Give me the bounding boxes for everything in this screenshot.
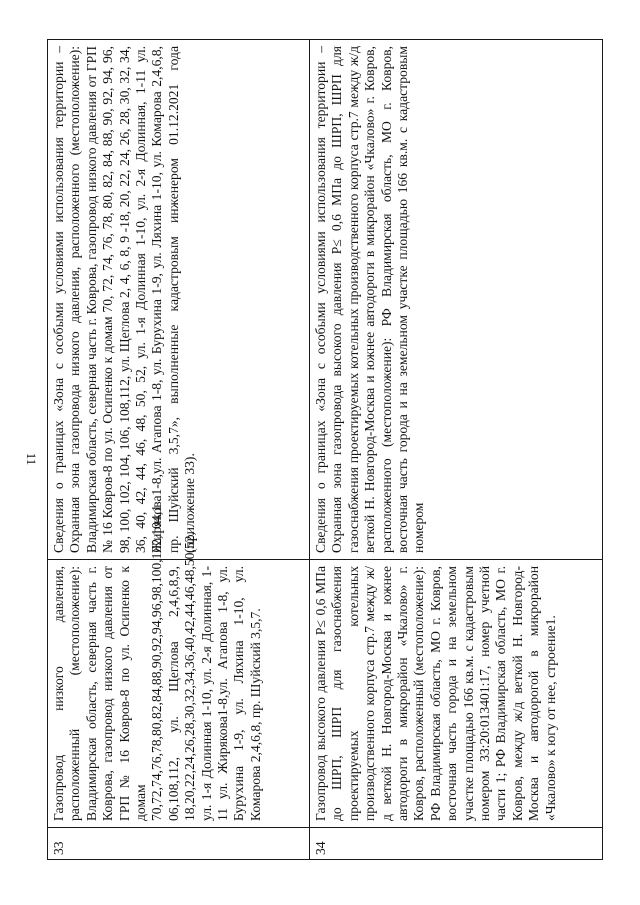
object-description: Газопровод высокого давления Р≤ 0,6 МПа до ШРП, ШРП для газоснабжения проектируемых котельных производственного корпуса стр.7 между ж/д веткой Н. Новгород-Москва и южнее автодороги в микрорайон «Чкалово» г. Ковров, расположенный (местоположение): РФ Владимирская область, МО г. Ковров, восточная часть города и на земельном участке площадью 166 кв.м. с кадастровым номером 33:20:013401:17, номер учетной части 1; РФ Владимирская область, МО г. Ковров, между ж/д веткой Н. Новгород-Москва и автодорогой в микрорайон «Чкалово» к югу от нее, строение1. bbox=[310, 560, 603, 828]
row-number: 34 bbox=[310, 828, 603, 860]
rotated-table-page bbox=[47, 40, 602, 860]
boundary-info: Сведения о границах «Зона с особыми условиями использования территории – Охранная зона газопровода высокого давления Р≤ 0,6 МПа до ШРП, ШРП для газоснабжения проектируемых котельных производственного корпуса стр.7 между ж/д веткой Н. Новгород-Москва и южнее автодороги в микрорайон «Чкалово» г. Ковров, расположенного (местоположение): РФ Владимирская область, МО г. Ковров, восточная часть города и на земельном участке площадью 166 кв.м. с кадастровым номером bbox=[310, 40, 603, 560]
page-number: 11 bbox=[24, 452, 39, 466]
table-row bbox=[310, 40, 603, 860]
table-row bbox=[48, 40, 310, 860]
register-table bbox=[47, 39, 603, 860]
row-number: 33 bbox=[48, 828, 310, 860]
object-description: Газопровод низкого давления, расположенный (местоположение): Владимирская область, северная часть г. Коврова, газопровод низкого давления от ГРП № 16 Ковров-8 по ул. Осипенко к домам 70,72,74,76,78,80,82,84,88,90,92,94,96,98,100,102,104,1 06,108,112, ул. Щеглова 2,4,6,8,9, 18,20,22,24,26,28,30,32,34,36,40,42,44,46,48,50,52, ул. 1-я Долинная 1-10, ул. 2-я Долинная, 1-11 ул. Жирякова1-8,ул. Агапова 1-8, ул. Бурухина 1-9, ул. Ляхина 1-10, ул. Комарова 2,4,6,8, пр. Шуйский 3,5,7. bbox=[48, 560, 310, 828]
boundary-info: Сведения о границах «Зона с особыми условиями использования территории – Охранная зона газопровода низкого давления, расположенного (местоположение): Владимирская область, северная часть г. Коврова, газопровод низкого давления от ГРП № 16 Ковров-8 по ул. Осипенко к домам 70, 72, 74, 76, 78, 80, 82, 84, 88, 90, 92, 94, 96, 98, 100, 102, 104, 106, 108,112, ул. Щеглова 2, 4, 6, 8, 9 -18, 20, 22, 24, 26, 28, 30, 32, 34, 36, 40, 42, 44, 46, 48, 50, 52, ул. 1-я Долинная 1-10, ул. 2-я Долинная, 1-11 ул. Жирякова1-8,ул. Агапова 1-8, ул. Бурухина 1-9, ул. Ляхина 1-10, ул. Комарова 2,4,6,8, пр. Шуйский 3,5,7», выполненные кадастровым инженером 01.12.2021 года (приложение 33). bbox=[48, 40, 310, 560]
